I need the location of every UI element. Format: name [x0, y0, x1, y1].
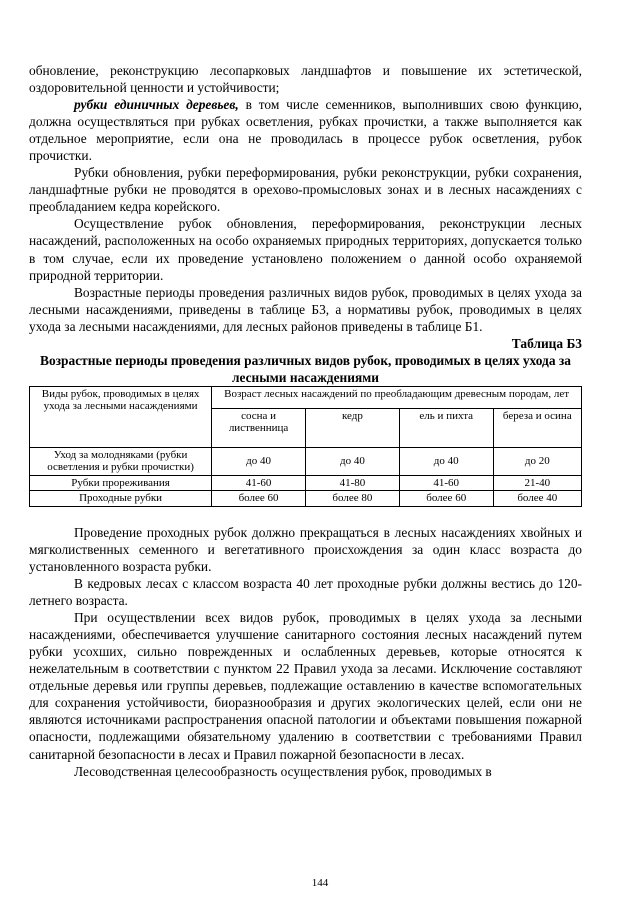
row-cut-type: Рубки прореживания — [30, 475, 212, 491]
table-label: Таблица Б3 — [511, 335, 582, 351]
table-cell: до 40 — [399, 447, 493, 475]
table-row — [30, 491, 582, 507]
row-cut-type: Проходные рубки — [30, 491, 212, 507]
table-cell: более 60 — [212, 491, 306, 507]
header-species: береза и осина — [493, 408, 581, 447]
table-title: Возрастные периоды проведения различных видов рубок, проводимых в целях ухода за лесными насаждениями — [40, 352, 571, 385]
paragraph-2-text: в том числе семенников, выполнивших свою функцию, должна осуществляться при рубках осветления, рубках прочистки, а также выполняется как отдельное мероприятие, если она не проводилась в процессе рубок осветления, рубок прочистки. — [29, 97, 582, 164]
page-content — [29, 62, 582, 780]
table-cell: более 60 — [399, 491, 493, 507]
table-cell: до 40 — [305, 447, 399, 475]
paragraph-6: Проведение проходных рубок должно прекращаться в лесных насаждениях хвойных и мягколиственных семенного и вегетативного происхождения за один класс возраста до установленного возраста рубки. — [29, 524, 582, 574]
table-cell: до 40 — [212, 447, 306, 475]
page-number: 144 — [311, 877, 329, 889]
table-row — [30, 475, 582, 491]
age-periods-table — [29, 386, 582, 507]
paragraph-5: Возрастные периоды проведения различных видов рубок, проводимых в целях ухода за лесными насаждениями, приведены в таблице Б3, а нормативы рубок, проводимых в целях ухода за лесными насаждениями, для лесных районов приведены в таблице Б1. — [29, 284, 582, 334]
paragraph-8: При осуществлении всех видов рубок, проводимых в целях ухода за лесными насаждениями, обеспечивается улучшение санитарного состояния лесных насаждений путем рубки усохших, сильно поврежденных и ослабленных деревьев, которые относятся к нежелательным в соответствии с пунктом 22 Правил ухода за лесами. Исключение составляют отдельные деревья или группы деревьев, подлежащие оставлению в качестве вспомогательных для сохранения устойчивости, биоразнообразия и других экологических целей, если они не являются источниками распространения опасной патологии и объектами повышения пожарной опасности, подлежащими обязательному удалению в соответствии с требованиями Правил санитарной безопасности в лесах и Правил пожарной безопасности в лесах. — [29, 610, 582, 762]
paragraph-3: Рубки обновления, рубки переформирования, рубки реконструкции, рубки сохранения, ландшафтные рубки не проводятся в орехово-промысловых зонах и в лесных насаждениях с преобладанием кедра корейского. — [29, 165, 582, 215]
paragraph-7: В кедровых лесах с классом возраста 40 лет проходные рубки должны вестись до 120-летнего возраста. — [29, 576, 582, 609]
header-cut-types: Виды рубок, проводимых в целях ухода за лесными насаждениями — [30, 386, 212, 447]
paragraph-2-term: рубки единичных деревьев, — [74, 97, 239, 113]
table-cell: 41-60 — [212, 475, 306, 491]
row-cut-type: Уход за молодняками (рубки осветления и рубки прочистки) — [30, 447, 212, 475]
paragraph-2 — [29, 96, 582, 164]
table-row — [30, 447, 582, 475]
header-age-group: Возраст лесных насаждений по преобладающим древесным породам, лет — [212, 386, 582, 408]
paragraph-4: Осуществление рубок обновления, переформирования, реконструкции лесных насаждений, расположенных на особо охраняемых природных территориях, допускается только в том случае, если их проведение установлено положением о данной особо охраняемой природной территории. — [29, 216, 582, 283]
table-cell: 41-60 — [399, 475, 493, 491]
table-header-row — [30, 386, 582, 408]
table-cell: 41-80 — [305, 475, 399, 491]
header-species: сосна и лиственница — [212, 408, 306, 447]
table-cell: более 80 — [305, 491, 399, 507]
table-cell: 21-40 — [493, 475, 581, 491]
paragraph-1: обновление, реконструкцию лесопарковых ландшафтов и повышение их эстетической, оздоровительной ценности и устойчивости; — [29, 63, 582, 96]
paragraph-9: Лесоводственная целесообразность осуществления рубок, проводимых в — [74, 763, 492, 779]
table-cell: до 20 — [493, 447, 581, 475]
header-species: ель и пихта — [399, 408, 493, 447]
table-cell: более 40 — [493, 491, 581, 507]
header-species: кедр — [305, 408, 399, 447]
